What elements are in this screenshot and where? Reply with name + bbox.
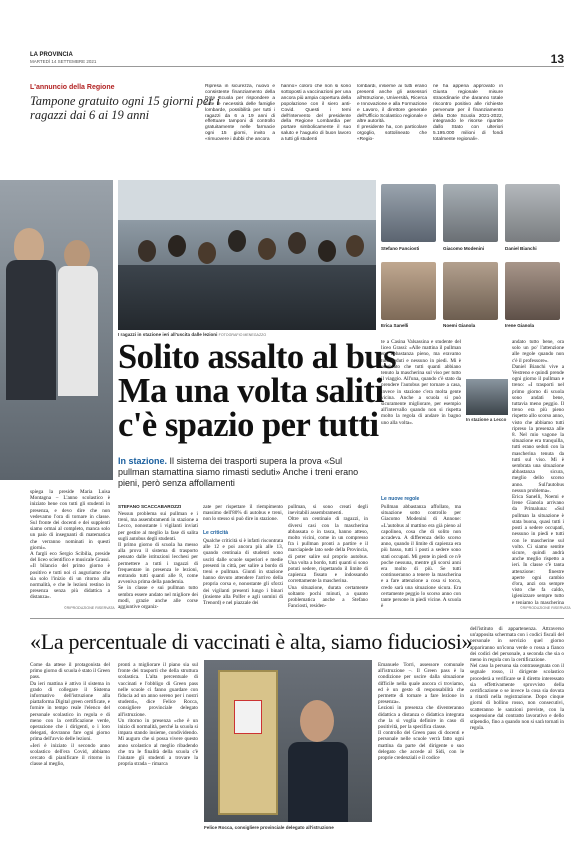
- top-col-4: lombardi, insieme ai tutti erano presenti anche gli assessori all'Istruzione, Università, Ricerca e Innovazione e alla Formazione e Lavoro, il direttore generale dell'Ufficio Scolastico regionale e altre autorità. Il presidente ha, con particolare orgoglio, sottolineato che «Regio-: [357, 84, 427, 143]
- masthead-date: MARTEDÌ 14 SETTEMBRE 2021: [30, 59, 97, 64]
- left-side-photo: [0, 180, 113, 480]
- top-col-2: Ripresa in sicurezza, nuovo e consistente finanziamento della Dote Scuola per rispondere a tutte le necessità delle famiglie lombarde, possibilità per tutti i ragazzi da 6 a 19 anni di effettuare tamponi di controllo gratuitamente nelle farmacie ogni 15 giorni, invito a «rimuovere i dubbi che ancora: [205, 84, 275, 143]
- masthead-name: LA PROVINCIA: [30, 52, 73, 58]
- top-col-3: hanno» coloro che non si sono sottoposti a vaccinazioni per una ancora più ampia copertura della popolazione con il siero anti-Covid. Questi i temi dell'intervento del presidente della Regione Lombardia per portare simbolicamente il suo saluto e l'augurio di buon lavoro a tutti gli studenti: [281, 84, 351, 143]
- left-credit: ©RIPRODUZIONE RISERVATA: [64, 606, 115, 610]
- top-kicker: L'annuncio della Regione: [30, 84, 115, 91]
- portrait-name: Daniel Bianchi: [505, 246, 537, 251]
- portrait-name: Giacomo Modenini: [443, 246, 485, 251]
- byline: STEFANO SCACCABAROZZI: [118, 504, 182, 509]
- top-col-5: ne ha appena approvato in Giunta regionale misure straordinarie che daranno totale riscontro positivo alle richieste pervenute per il finanziamento della Dote Scuola 2021-2022, integrando le risorse ripartite dallo Stato con ulteriori 5.195.000 milioni di fondi totalmente regionali».: [433, 84, 503, 143]
- portrait-photo: [505, 184, 560, 242]
- inset-caption: In stazione a Lecco: [466, 417, 507, 422]
- article-col-d: te a Casina Valsassina e studente del liceo Grassi: «Alle mattina il pullman era abbastanza pieno, ma eravamo tutti seduti e nessuno in piedi. Mi è sembrato che tutti quanti abbiano tenuto la mascherina sul viso per tutto il viaggio. All'una, quando c'è stato da prendere l'autobus per tornare a casa, invece in stazione c'era molta gente vicina. Anche a scuola si può sicuramente migliorare, per esempio all'intervallo quando non si rispetta molto la regola di andare in bagno uno alla volta».: [381, 339, 461, 426]
- main-photo-credit: FOTOGRAFIO MENEGAZZO: [218, 333, 267, 337]
- main-photo-caption: I ragazzi in stazione ieri all'uscita dalle lezioni: [118, 332, 218, 337]
- subsection-criticita: Le criticità: [203, 530, 229, 536]
- article-col-b2: Qualche criticità si è infatti riscontrata alle 12 e poi ancora più alle 13, quando centinaia di studenti sono usciti dalle scuole superiori e medie presenti in città, per salire a bordo di treni e pullman. Giunti in stazione hanno dovuto attendere l'arrivo della propria corsa e, nonostante gli sforzi dei vigilanti presenti lungo i binari (insieme alla Polfer e agli uomini di Trenord) e nel piazzale dei: [203, 538, 283, 607]
- section-divider: [30, 618, 564, 619]
- portrait-name: Erica Sanelli: [381, 323, 409, 328]
- right-credit: ©RIPRODUZIONE RISERVATA: [520, 606, 571, 610]
- portrait-name: Stefano Fanciosti: [381, 246, 420, 251]
- bottom-headline: «La percentuale di vaccinati è alta, siamo fiduciosi»: [30, 629, 473, 654]
- article-col-b: zate per rispettare il riempimento massimo dell'80% di autobus e treni, non lo stesso si può dire in stazione.: [203, 504, 283, 523]
- top-headline: Tampone gratuito ogni 15 giorni per i ragazzi dai 6 ai 19 anni: [30, 94, 220, 122]
- main-subhead: [118, 456, 368, 489]
- left-column-text: spiega la preside Maria Luisa Montagna – L'anno scolastico è iniziato bene con tutti gli studenti in presenza, e devo dire che non vedevamo l'ora di tornare in classe. Sul fronte dei docenti e dei supplenti siamo ormai al completo, manca solo un paio di insegnanti di matematica che verranno nominati in questi giorni». A fargli eco Sergio Scibilia, preside del liceo scientifico e musicale Grassi. «Il bilancio del primo giorno è positivo e tutti noi ci auguriamo che sia solo l'inizio di un ritorno alla normalità, e che le lezioni restino in presenza senza più didattica a distanza».: [30, 489, 110, 601]
- bottom-col-4: dell'istituto di appartenenza. Attraverso un'apposita schermata con i codici fiscali del personale in servizio quel giorno appariranno un'icona verde o rossa a fianco dei codici del personale, a seconda che sia o meno in regola con la certificazione. Nel caso la persona sia contrassegnata con il segnale rosso, il dirigente scolastico procederà a verificare se il diretto interessato sia effettivamente sprovvisto della certificazione o se invece la cosa sia dovuta a ritardi nella registrazione. Dopo cinque giorni di bollino rosso, non consecutivi, scatteranno le sanzioni previste, con la sospensione dal contratto lavorativo e dello stipendio, fino a quando non si sarà tornati in regola.: [470, 626, 564, 732]
- main-headline-line-1: Solito assalto al bus: [118, 338, 397, 376]
- main-photo-caption-wrap: [118, 332, 266, 337]
- article-col-c: pullman, si sono creati degli inevitabili assembramenti. Oltre un centinaio di ragazzi, in diversi casi con la mascherina abbassata o in tasca, hanno atteso, molto vicini, come in un compresso fra i pullman pronti a partire e il marciapiede lato sede della Provincia, di poter salire sul proprio autobus. Una volta a bordo, tutti quanti si sono potuti sedere, rispettando il limite di capienza fissato e indossando correttamente la mascherina. Una situazione, durata certamente soltanto pochi minuti, a quanto problematica anche a Stefano Fanciosti, residen-: [288, 504, 368, 610]
- portrait-photo: [443, 262, 498, 320]
- subhead-highlight: In stazione.: [118, 456, 168, 466]
- article-col-e: andato tutto bene, ora solo un po' l'attenzione alle regole quando non c'è il professore». Daniel Bianchi vive a Vestreno e quindi prende ogni giorno il pullman e treno: «I trasporti nel primo giorno di scuola sono andati bene, tuttavia meno peggio. Il treno era più pieno rispetto allo scorso anno, visto che abbiamo tutti ripreso la presenza alle 8. Nel mio vagone la situazione era tranquilla, tutti erano seduti con la mascherina tenuta da tutti sul viso. Mi è sembrata una situazione abbastanza sicura, meglio dello scorso anno. Sull'autobus nessun problema». Erica Sanelli, Noemi e Irene Gianola arrivano da Primaluna: «Sul pullman la situazione è stata buona, quasi tutti i posti a sedere occupati, nessuno in piedi e tutti con le mascherine sul volto. Ci siamo sentite sicure, quindi andrà anche meglio rispetto a ieri. In classe c'è tanta attenzione: finestre aperte ogni cambio d'ora, anzi ora sempre visto che fa caldo, igienizzare sempre tutto e teniamo la mascherina: [512, 339, 564, 605]
- portrait-grid: [381, 180, 566, 330]
- portrait-photo: [381, 184, 436, 242]
- bottom-photo-caption: Felice Rocca, consigliere provinciale delegato all'istruzione: [204, 825, 334, 830]
- bottom-col-3: Emanuele Torri, assessore comunale all'istruzione –. Il Green pass è la condizione per uscire dalla situazione difficile nella quale ancora ci troviamo, ed è un gesto di responsabilità che permette di tornare a fare lezione in presenza». Lezioni in presenza che diventeranno didattica a distanza o didattica integrata che la si voglia definire in caso di positività, per la specifica classe. Il controllo del Green pass di docenti e personale nelle scuole verrà fatto ogni mattina da parte del dirigente o suo delegato che accede al Sidi, con le proprie credenziali e il codice: [378, 662, 464, 762]
- portrait-photo: [443, 184, 498, 242]
- bottom-col-2: pronti a migliorare il piano sia sul fronte dei trasporti che della struttura scolastica. L'alta percentuale di vaccinati e l'obbligo di Green pass nelle scuole ci fanno guardare con fiducia ad un anno sereno per i nostri studenti», dice Felice Rocca, consigliere provinciale delegato all'istruzione. Un ritorno in presenza «che è un inizio di normalità, perché la scuola si impara stando insieme, condividendo. Mi auguro che si possa vivere questo anno scolastico al meglio ribadendo che tra le finalità della scuola c'è l'aiutare gli studenti a trovare la propria strada – rimarca: [118, 662, 198, 768]
- portrait-name: Noemi Gianola: [443, 323, 476, 328]
- subsection-regole: Le nuove regole: [381, 496, 420, 502]
- bottom-col-1: Come da attese il protagonista del primo giorno di scuola è stato il Green pass. Da ieri mattina è attivo il sistema in grado di collegare il Sistema informativo dell'istruzione alla piattaforma Digital green certificate, e fornire in tempo reale l'elenco del personale scolastico in regola e di meno con la certificazione verde, operazione che i dirigenti, o i loro delegati, dovranno fare ogni giorno prima dell'avvio delle lezioni. «Ieri è iniziato il secondo anno scolastico dell'era Covid, abbiamo cercato di pianificare il ritorno in classe al meglio,: [30, 662, 110, 768]
- bottom-photo: [204, 660, 372, 822]
- portrait-photo: [381, 262, 436, 320]
- page-number: 13: [550, 52, 564, 66]
- article-col-a: Nessun problema sui pullman e i treni, ma assembramenti in stazione a Lecco, nonostante i vigilanti inviati per gestire al meglio la fase di salita sugli autobus degli studenti. Il primo giorno di scuola ha messo alla prova il sistema di trasporto pensato dalle istituzioni lecchesi per permettere a tutti i ragazzi di frequentare in presenza le lezioni, entrando tutti quanti alle 8, come avveniva prima della pandemia. Se in classe e sui pullman tutto sembra essere andato nel migliore dei modi, grazie anche alle corse aggiuntive organiz-: [118, 511, 198, 611]
- main-station-photo: [118, 180, 376, 330]
- main-headline-line-2: Ma una volta saliti: [118, 372, 384, 410]
- main-headline-line-3: c'è spazio per tutti: [118, 406, 379, 444]
- portrait-name: Irene Gianola: [505, 323, 535, 328]
- header-rule: [30, 66, 564, 67]
- article-col-d2: Pullman abbastanza affollato, ma situazione sotto controllo per Giacomo Modenini di Annone: «L'autobus al mattino era già pieno al capolinea, cosa che di solito non accadeva. A differenza dello scorso anno, quando il limite di capienza era più basso, tutti i posti a sedere sono stati occupati. Mi gente in piedi ce n'è poche nessuna, mentre gli scorsi anni era molto di più. Se tutti continueranno a tenere la mascherina e a fare attenzione a cosa si tocca, credo sarà una situazione sicura. Era certamente peggio lo scorso anno con tante persone in piedi vicine. A scuola è: [381, 504, 461, 610]
- subhead-text: Il sistema dei trasporti supera la prova «Sul pullman stamattina siamo rimasti seduti» Anche i treni erano pieni, però senza affollamenti: [118, 456, 359, 488]
- portrait-photo: [505, 262, 560, 320]
